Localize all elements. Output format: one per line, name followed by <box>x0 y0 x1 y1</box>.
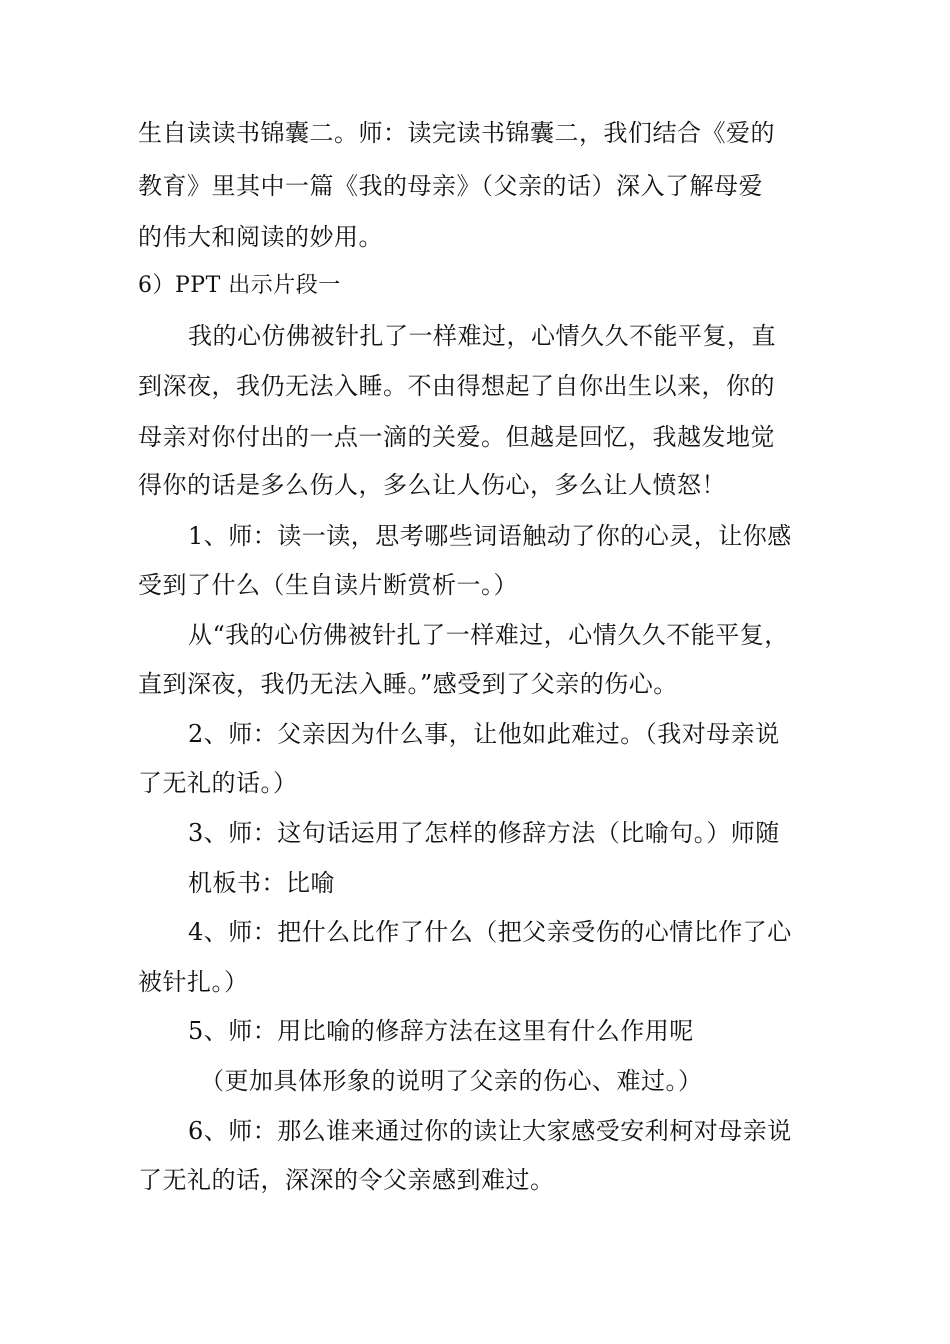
question-item-1: 1、师：读一读，思考哪些词语触动了你的心灵，让你感 <box>188 522 792 550</box>
section-heading: 6）PPT 出示片段一 <box>138 273 341 298</box>
question-item-5: 5、师：用比喻的修辞方法在这里有什么作用呢 <box>188 1017 694 1045</box>
text-line: 了无礼的话，深深的令父亲感到难过。 <box>138 1166 555 1194</box>
text-line: 了无礼的话。） <box>138 769 298 797</box>
text-line: 生自读读书锦囊二。师：读完读书锦囊二，我们结合《爱的 <box>138 119 775 147</box>
quoted-passage-line: 母亲对你付出的一点一滴的关爱。但越是回忆，我越发地觉 <box>138 423 775 451</box>
text-line: 被针扎。） <box>138 968 249 996</box>
text-line: 机板书：比喻 <box>188 869 335 897</box>
quoted-passage-line: 得你的话是多么伤人，多么让人伤心，多么让人愤怒！ <box>138 471 726 499</box>
question-item-6: 6、师：那么谁来通过你的读让大家感受安利柯对母亲说 <box>188 1117 792 1145</box>
text-line: 的伟大和阅读的妙用。 <box>138 223 383 251</box>
quoted-passage-line: 到深夜，我仍无法入睡。不由得想起了自你出生以来，你的 <box>138 372 775 400</box>
quoted-passage-line: 我的心仿佛被针扎了一样难过，心情久久不能平复，直 <box>188 322 776 350</box>
question-item-4: 4、师：把什么比作了什么（把父亲受伤的心情比作了心 <box>188 918 792 946</box>
text-line: 受到了什么（生自读片断赏析一。） <box>138 571 518 599</box>
answer-line: 从“我的心仿佛被针扎了一样难过，心情久久不能平复， <box>188 621 789 649</box>
question-item-3: 3、师：这句话运用了怎样的修辞方法（比喻句。）师随 <box>188 819 780 847</box>
text-line: 教育》里其中一篇《我的母亲》（父亲的话）深入了解母爱 <box>138 172 763 200</box>
question-item-2: 2、师：父亲因为什么事，让他如此难过。（我对母亲说 <box>188 720 780 748</box>
answer-line: 直到深夜，我仍无法入睡。”感受到了父亲的伤心。 <box>138 670 678 698</box>
answer-line: （更加具体形象的说明了父亲的伤心、难过。） <box>200 1067 703 1095</box>
